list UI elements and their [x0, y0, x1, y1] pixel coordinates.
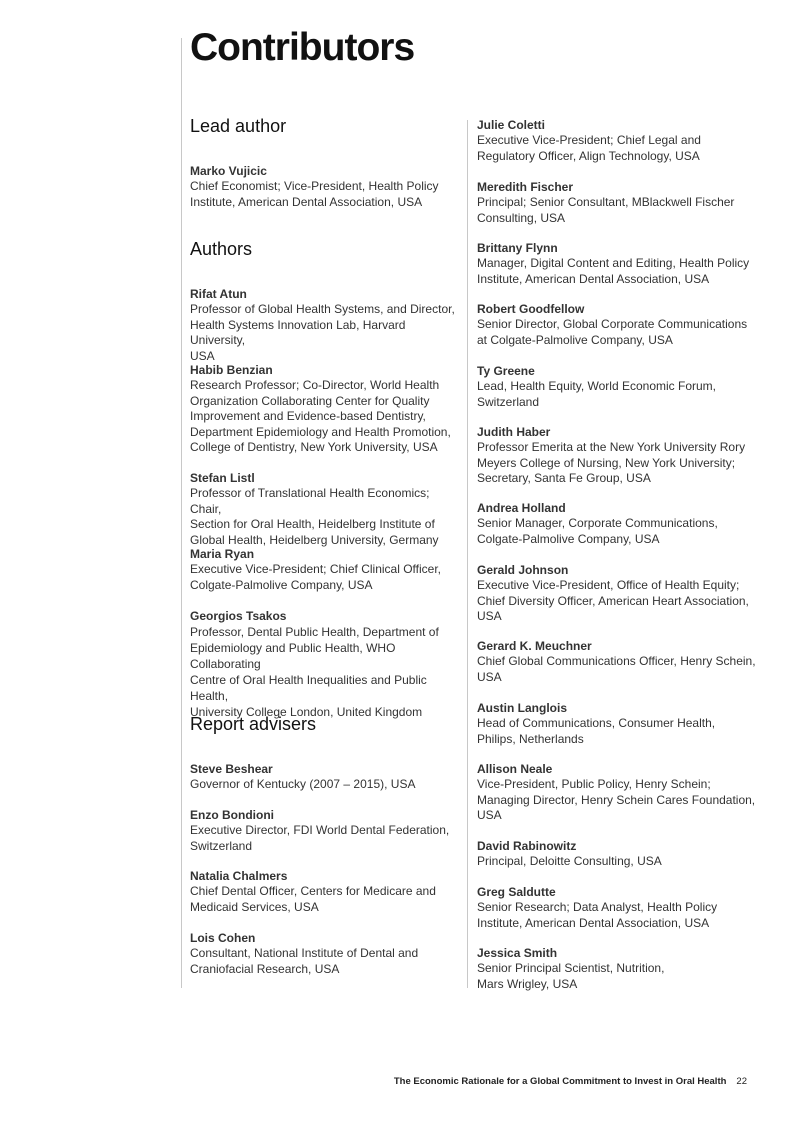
contributor-role: Chief Dental Officer, Centers for Medicare and Medicaid Services, USA — [190, 884, 436, 914]
contributor-name: Meredith Fischer — [477, 180, 574, 194]
contributor-role: Senior Research; Data Analyst, Health Policy Institute, American Dental Association, USA — [477, 900, 718, 930]
contributor-entry — [477, 180, 762, 226]
contributor-role: Consultant, National Institute of Dental and Craniofacial Research, USA — [190, 946, 419, 976]
contributor-name: Gerald Johnson — [477, 563, 569, 577]
contributor-entry — [477, 563, 762, 625]
page-title: Contributors — [190, 26, 415, 69]
contributor-name: Natalia Chalmers — [190, 869, 288, 883]
contributor-entry — [477, 302, 762, 348]
contributor-role: Professor Emerita at the New York University Rory Meyers College of Nursing, New York University; Secretary, Santa Fe Group, USA — [477, 440, 746, 486]
contributor-entry — [190, 869, 462, 915]
contributor-name: Enzo Bondioni — [190, 808, 274, 822]
contributor-name: Judith Haber — [477, 425, 551, 439]
contributor-name: Habib Benzian — [190, 363, 273, 377]
contributor-role: Governor of Kentucky (2007 – 2015), USA — [190, 777, 416, 792]
column-divider-rule — [467, 120, 468, 988]
contributor-name: Allison Neale — [477, 762, 553, 776]
contributor-entry — [477, 885, 762, 931]
contributor-name: Andrea Holland — [477, 501, 566, 515]
contributor-role: Executive Vice-President; Chief Clinical Officer, Colgate-Palmolive Company, USA — [190, 562, 441, 592]
report-title-footer: The Economic Rationale for a Global Commitment to Invest in Oral Health — [393, 1076, 727, 1087]
contributor-entry — [477, 839, 762, 870]
contributor-role: Principal; Senior Consultant, MBlackwell Fischer Consulting, USA — [477, 195, 735, 225]
contributor-entry — [190, 931, 462, 977]
contributor-role: Executive Vice-President; Chief Legal and Regulatory Officer, Align Technology, USA — [477, 133, 701, 163]
contributor-role: Senior Principal Scientist, Nutrition, Mars Wrigley, USA — [477, 961, 665, 991]
contributor-entry — [190, 762, 462, 793]
left-margin-rule — [181, 38, 182, 988]
contributor-role: Manager, Digital Content and Editing, Health Policy Institute, American Dental Association, USA — [477, 256, 750, 286]
contributor-entry — [190, 808, 462, 854]
contributor-name: Steve Beshear — [190, 762, 273, 776]
contributor-role: Executive Director, FDI World Dental Federation, Switzerland — [190, 823, 450, 853]
contributor-entry — [190, 164, 462, 210]
contributor-name: Maria Ryan — [190, 547, 255, 561]
contributor-role: Senior Director, Global Corporate Communications at Colgate-Palmolive Company, USA — [477, 317, 748, 347]
contributor-name: Robert Goodfellow — [477, 302, 585, 316]
contributor-name: Ty Greene — [477, 364, 535, 378]
contributor-role: Professor of Global Health Systems, and Director, Health Systems Innovation Lab, Harvard University, USA — [190, 302, 455, 363]
contributor-role: Senior Manager, Corporate Communications, Colgate-Palmolive Company, USA — [477, 516, 718, 546]
contributor-entry — [477, 241, 762, 287]
contributor-role: Lead, Health Equity, World Economic Forum, Switzerland — [477, 379, 716, 409]
contributor-entry — [190, 609, 462, 720]
contributor-name: Austin Langlois — [477, 701, 567, 715]
contributor-role: Professor, Dental Public Health, Department of Epidemiology and Public Health, WHO Collaborating Centre of Oral Health Inequalities and Public Health, University College London, United Kingdom — [190, 625, 439, 720]
contributor-entry — [190, 471, 462, 548]
contributor-name: Gerard K. Meuchner — [477, 639, 592, 653]
contributor-name: Julie Coletti — [477, 118, 546, 132]
contributor-entry — [190, 363, 462, 455]
contributor-role: Chief Economist; Vice-President, Health Policy Institute, American Dental Association, USA — [190, 179, 439, 209]
contributor-name: Brittany Flynn — [477, 241, 558, 255]
contributor-name: David Rabinowitz — [477, 839, 577, 853]
contributor-name: Lois Cohen — [190, 931, 256, 945]
page-footer — [394, 1076, 747, 1087]
contributor-name: Stefan Listl — [190, 471, 255, 485]
page-number: 22 — [736, 1076, 747, 1087]
contributor-role: Principal, Deloitte Consulting, USA — [477, 854, 662, 869]
authors-heading: Authors — [190, 239, 253, 259]
contributor-role: Head of Communications, Consumer Health, Philips, Netherlands — [477, 716, 716, 746]
contributor-entry — [190, 287, 462, 364]
contributor-entry — [477, 118, 762, 164]
contributor-entry — [477, 501, 762, 547]
contributor-entry — [477, 639, 762, 685]
contributor-role: Chief Global Communications Officer, Henry Schein, USA — [477, 654, 756, 684]
contributor-role: Research Professor; Co-Director, World Health Organization Collaborating Center for Quality Improvement and Evidence-based Dentistry, Department Epidemiology and Health Promotion, College of Dentistry, New York University, USA — [190, 378, 451, 455]
contributor-name: Jessica Smith — [477, 946, 558, 960]
contributor-name: Greg Saldutte — [477, 885, 556, 899]
report-advisers-heading: Report advisers — [190, 714, 317, 734]
contributor-role: Executive Vice-President, Office of Health Equity; Chief Diversity Officer, American Heart Association, USA — [477, 578, 749, 624]
contributor-role: Vice-President, Public Policy, Henry Schein; Managing Director, Henry Schein Cares Foundation, USA — [477, 777, 756, 823]
contributor-entry — [477, 425, 762, 487]
contributor-entry — [477, 701, 762, 747]
contributor-role: Professor of Translational Health Economics; Chair, Section for Oral Health, Heidelberg Institute of Global Health, Heidelberg University, Germany — [190, 486, 439, 547]
contributor-entry — [477, 762, 762, 824]
contributor-entry — [477, 946, 762, 992]
lead-author-heading: Lead author — [190, 116, 287, 136]
contributor-entry — [190, 547, 462, 593]
contributor-entry — [477, 364, 762, 410]
contributor-name: Marko Vujicic — [190, 164, 267, 178]
contributor-name: Georgios Tsakos — [190, 609, 287, 623]
contributor-name: Rifat Atun — [190, 287, 247, 301]
